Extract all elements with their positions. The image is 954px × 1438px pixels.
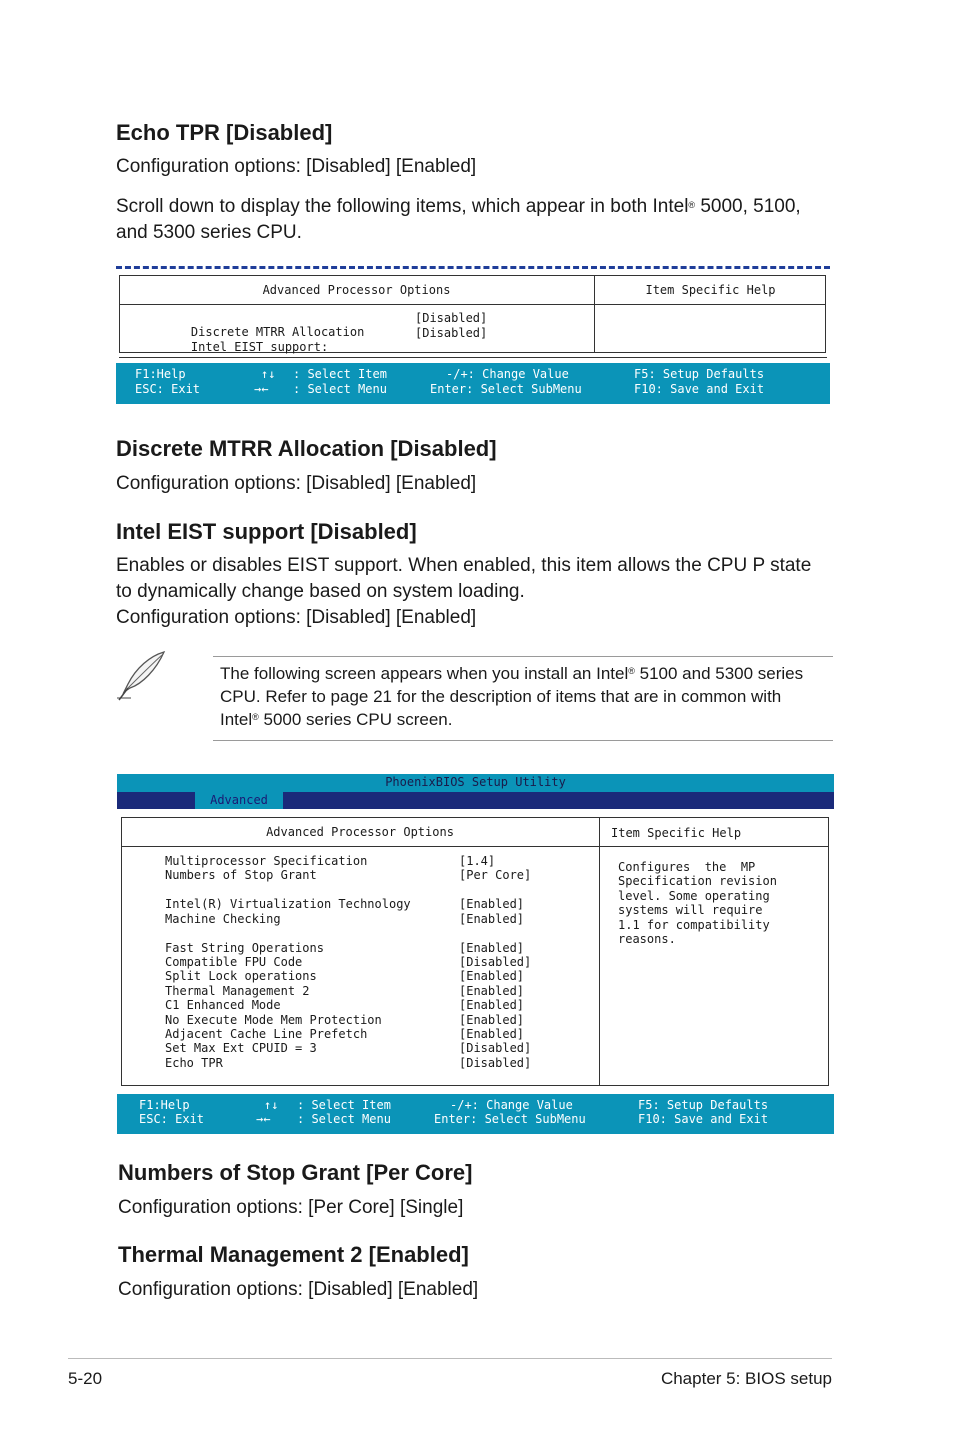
select-menu-hint: : Select Menu bbox=[297, 1112, 391, 1126]
bios1-value-mtrr[interactable]: [Disabled] bbox=[415, 311, 488, 325]
echo-scroll-text: Scroll down to display the following items, which appear in both Intel® 5000, 5100, bbox=[116, 196, 801, 217]
bios-screen-2 bbox=[117, 774, 834, 1134]
bios2-value-machine-checking[interactable]: [Enabled] bbox=[459, 912, 525, 926]
bios2-item-fast-string[interactable] bbox=[165, 941, 324, 955]
bios1-value-eist[interactable]: [Disabled] bbox=[415, 326, 488, 340]
item-label: Multiprocessor Specification bbox=[165, 854, 368, 868]
bios2-item-c1-enhanced[interactable] bbox=[165, 998, 281, 1012]
item-label: Fast String Operations bbox=[165, 941, 324, 955]
section-title-echo-tpr: Echo TPR [Disabled] bbox=[116, 120, 333, 145]
bios2-footer bbox=[117, 1094, 834, 1134]
bios2-utility-title: PhoenixBIOS Setup Utility bbox=[385, 775, 566, 789]
eist-config-text: Configuration options: [Disabled] [Enabled] bbox=[116, 607, 477, 628]
item-label: Split Lock operations bbox=[165, 969, 317, 983]
dashed-top-border bbox=[116, 266, 830, 269]
stop-grant-config-text: Configuration options: [Per Core] [Single] bbox=[118, 1197, 464, 1218]
bios2-item-virtualization[interactable] bbox=[165, 897, 411, 911]
section-title-mtrr: Discrete MTRR Allocation [Disabled] bbox=[116, 436, 497, 461]
select-submenu-hint: Enter: Select SubMenu bbox=[434, 1112, 586, 1126]
bios2-title: Advanced Processor Options bbox=[266, 825, 454, 839]
mtrr-config-text: Configuration options: [Disabled] [Enabled] bbox=[116, 473, 477, 494]
item-label: Discrete MTRR Allocation bbox=[190, 325, 365, 339]
thermal-config-text: Configuration options: [Disabled] [Enabled] bbox=[118, 1279, 479, 1300]
echo-scroll-text-2: and 5300 series CPU. bbox=[116, 222, 302, 243]
page-number: 5-20 bbox=[68, 1369, 103, 1388]
bios2-item-echo-tpr[interactable] bbox=[165, 1056, 223, 1070]
bios2-item-fpu-code[interactable] bbox=[165, 955, 302, 969]
help-line: level. Some operating bbox=[618, 889, 770, 903]
help-line: systems will require bbox=[618, 903, 763, 917]
bios2-header-divider bbox=[121, 846, 829, 847]
esc-exit-key: ESC: Exit bbox=[135, 382, 201, 396]
bios2-help-panel bbox=[599, 817, 829, 1086]
save-exit-hint: F10: Save and Exit bbox=[634, 382, 765, 396]
note-bottom-rule bbox=[213, 740, 833, 741]
bios2-item-thermal-mgmt-2[interactable] bbox=[165, 984, 310, 998]
bios1-footer bbox=[116, 363, 830, 404]
item-label: C1 Enhanced Mode bbox=[165, 998, 281, 1012]
item-label: Echo TPR bbox=[165, 1056, 223, 1070]
item-label: No Execute Mode Mem Protection bbox=[165, 1013, 382, 1027]
bios2-item-split-lock[interactable] bbox=[165, 969, 317, 983]
bios1-item-eist[interactable] bbox=[162, 326, 328, 368]
note-top-rule bbox=[213, 656, 833, 657]
section-title-stop-grant: Numbers of Stop Grant [Per Core] bbox=[118, 1160, 473, 1185]
bios2-title-bar bbox=[117, 774, 834, 792]
note-feather-icon bbox=[114, 648, 170, 704]
note-line-3: Intel® 5000 series CPU screen. bbox=[220, 710, 453, 729]
select-submenu-hint: Enter: Select SubMenu bbox=[430, 382, 582, 396]
note-line-1: The following screen appears when you install an Intel® 5100 and 5300 series bbox=[220, 664, 804, 683]
tab-advanced[interactable]: Advanced bbox=[195, 792, 283, 809]
select-menu-hint: : Select Menu bbox=[293, 382, 387, 396]
bios2-item-cache-prefetch[interactable] bbox=[165, 1027, 367, 1041]
f1-help-key: F1:Help bbox=[135, 367, 186, 381]
change-value-hint: -/+: Change Value bbox=[450, 1098, 573, 1112]
echo-config-text: Configuration options: [Disabled] [Enabled] bbox=[116, 156, 477, 177]
section-title-thermal: Thermal Management 2 [Enabled] bbox=[118, 1242, 469, 1267]
bios1-header-divider bbox=[119, 304, 826, 305]
left-right-arrows-icon: →← bbox=[256, 1112, 271, 1126]
bios1-help-title: Item Specific Help bbox=[645, 283, 776, 297]
bios2-item-multiprocessor-spec[interactable] bbox=[165, 854, 367, 868]
bios2-help-title: Item Specific Help bbox=[611, 826, 742, 840]
help-line: Configures the MP bbox=[618, 860, 756, 874]
bios2-value-virtualization[interactable]: [Enabled] bbox=[459, 897, 525, 911]
left-right-arrows-icon: →← bbox=[254, 382, 269, 396]
item-label: Thermal Management 2 bbox=[165, 984, 310, 998]
select-item-hint: : Select Item bbox=[293, 367, 387, 381]
bios2-value-fast-string[interactable]: [Enabled] bbox=[459, 941, 525, 955]
footer-rule bbox=[68, 1358, 832, 1359]
save-exit-hint: F10: Save and Exit bbox=[638, 1112, 769, 1126]
bios2-value-cache-prefetch[interactable]: [Enabled] bbox=[459, 1027, 525, 1041]
bios1-bottom-line bbox=[119, 357, 827, 358]
eist-desc-line-1: Enables or disables EIST support. When enabled, this item allows the CPU P state bbox=[116, 555, 812, 576]
note-line-2: CPU. Refer to page 21 for the description of items that are in common with bbox=[220, 687, 782, 706]
bios2-menu-bar bbox=[117, 792, 834, 809]
bios2-value-no-execute[interactable]: [Enabled] bbox=[459, 1013, 525, 1027]
up-down-arrows-icon: ↑↓ bbox=[264, 1098, 279, 1112]
help-line: Specification revision bbox=[618, 874, 777, 888]
bios2-value-echo-tpr[interactable]: [Disabled] bbox=[459, 1056, 532, 1070]
section-title-eist: Intel EIST support [Disabled] bbox=[116, 519, 417, 544]
item-label: Machine Checking bbox=[165, 912, 281, 926]
item-label: Intel EIST support: bbox=[190, 340, 329, 354]
item-label: Intel(R) Virtualization Technology bbox=[165, 897, 411, 911]
setup-defaults-hint: F5: Setup Defaults bbox=[634, 367, 765, 381]
bios1-title: Advanced Processor Options bbox=[262, 283, 451, 297]
change-value-hint: -/+: Change Value bbox=[446, 367, 569, 381]
bios2-item-max-ext-cpuid[interactable] bbox=[165, 1041, 317, 1055]
chapter-title: Chapter 5: BIOS setup bbox=[660, 1369, 832, 1388]
bios2-value-stop-grant[interactable]: [Per Core] bbox=[459, 868, 532, 882]
item-label: Compatible FPU Code bbox=[165, 955, 303, 969]
help-line: reasons. bbox=[618, 932, 676, 946]
bios2-value-split-lock[interactable]: [Enabled] bbox=[459, 969, 525, 983]
bios2-value-max-ext-cpuid[interactable]: [Disabled] bbox=[459, 1041, 532, 1055]
esc-exit-key: ESC: Exit bbox=[139, 1112, 205, 1126]
bios2-value-fpu-code[interactable]: [Disabled] bbox=[459, 955, 532, 969]
eist-desc-line-2: to dynamically change based on system loading. bbox=[116, 581, 525, 602]
select-item-hint: : Select Item bbox=[297, 1098, 391, 1112]
bios2-item-machine-checking[interactable] bbox=[165, 912, 281, 926]
f1-help-key: F1:Help bbox=[139, 1098, 190, 1112]
item-label: Numbers of Stop Grant bbox=[165, 868, 317, 882]
up-down-arrows-icon: ↑↓ bbox=[261, 367, 276, 381]
setup-defaults-hint: F5: Setup Defaults bbox=[638, 1098, 769, 1112]
bios2-value-c1-enhanced[interactable]: [Enabled] bbox=[459, 998, 525, 1012]
item-label: Adjacent Cache Line Prefetch bbox=[165, 1027, 368, 1041]
bios2-item-stop-grant[interactable] bbox=[165, 868, 317, 882]
bios-screen-1 bbox=[116, 266, 830, 404]
bios2-item-no-execute[interactable] bbox=[165, 1013, 382, 1027]
bios2-value-multiprocessor-spec[interactable]: [1.4] bbox=[459, 854, 496, 868]
item-label: Set Max Ext CPUID = 3 bbox=[165, 1041, 317, 1055]
bios2-value-thermal-mgmt-2[interactable]: [Enabled] bbox=[459, 984, 525, 998]
help-line: 1.1 for compatibility bbox=[618, 918, 770, 932]
